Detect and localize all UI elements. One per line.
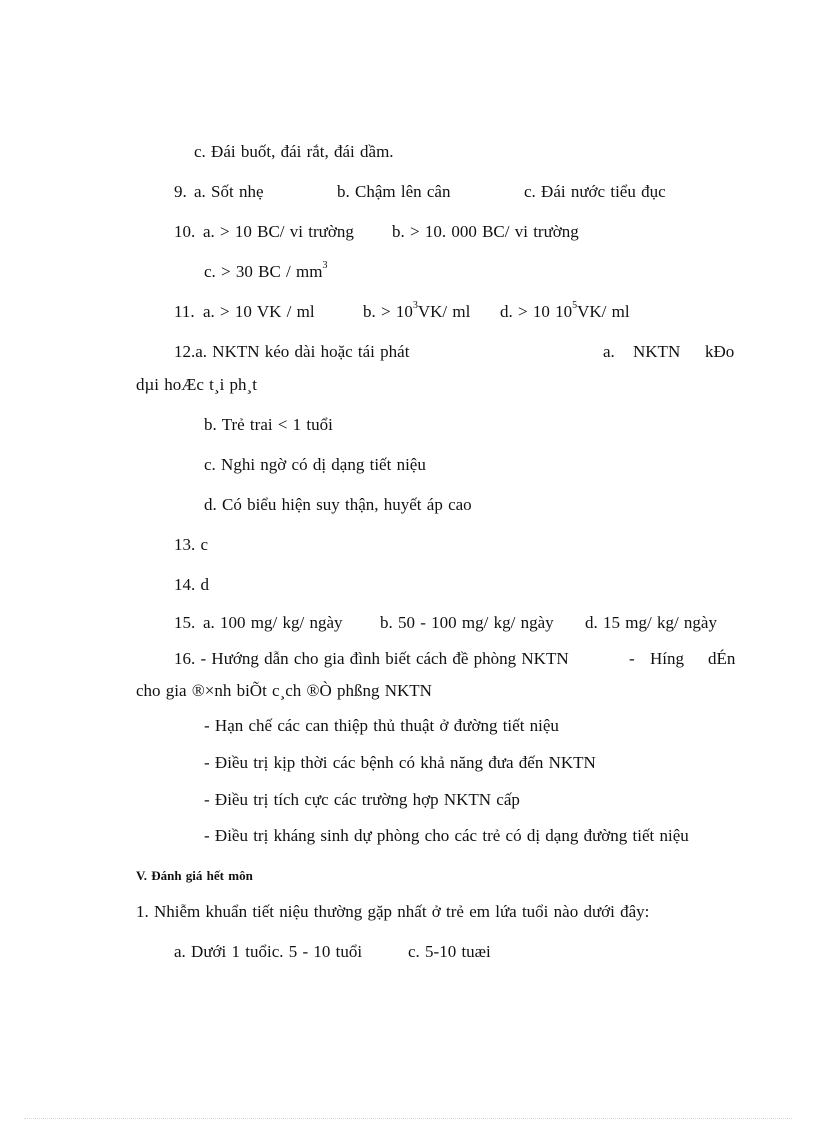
- answer-16-item1: [204, 716, 559, 736]
- text: - Điều trị kháng sinh dự phòng cho các trẻ có dị dạng đường tiết niệu: [204, 826, 689, 845]
- garbled-text: cho gia ®×nh biÕt c¸ch ®Ò phßng NKTN: [136, 681, 432, 700]
- answer-12-line2: [136, 375, 257, 395]
- garbled-text: -: [629, 649, 635, 668]
- section-heading: [136, 866, 253, 886]
- question-number: 15.: [174, 613, 196, 632]
- option-b: [363, 302, 470, 322]
- option-a: a. Dưới 1 tuổic. 5 - 10 tuổi: [174, 942, 363, 961]
- option-d: d. 15 mg/ kg/ ngày: [585, 613, 717, 632]
- answer-15: [174, 613, 717, 633]
- text: 13. c: [174, 535, 209, 554]
- text: 16. - Hướng dẫn cho gia đình biết cách đề phòng NKTN: [174, 649, 569, 668]
- answer-12-c: [204, 455, 426, 475]
- text: - Hạn chế các can thiệp thủ thuật ở đường tiết niệu: [204, 716, 559, 735]
- answer-16-line1: [174, 649, 736, 669]
- answer-14: [174, 575, 209, 595]
- question-number: 11.: [174, 302, 195, 321]
- text: 1. Nhiễm khuẩn tiết niệu thường gặp nhất ở trẻ em lứa tuổi nào dưới đây:: [136, 902, 650, 921]
- option-d-text: d. > 10 10: [500, 302, 573, 321]
- question-number: 9.: [174, 182, 187, 201]
- final-question-1: [136, 902, 649, 922]
- question-number: 10.: [174, 222, 196, 241]
- text: c. Nghi ngờ có dị dạng tiết niệu: [204, 455, 426, 474]
- text: 12.a. NKTN kéo dài hoặc tái phát: [174, 342, 410, 361]
- answer-12-b: [204, 415, 333, 435]
- option-b: b. Chậm lên cân: [337, 182, 451, 201]
- answer-10-c: [204, 262, 327, 282]
- option-d: [500, 302, 630, 322]
- option-a: a. Sốt nhẹ: [194, 182, 264, 201]
- garbled-text: dÉn: [708, 649, 736, 668]
- option-c: c. 5-10 tuæi: [408, 942, 491, 961]
- text: d. Có biểu hiện suy thận, huyết áp cao: [204, 495, 472, 514]
- garbled-text: kÐo: [705, 342, 735, 361]
- garbled-text: a.: [603, 342, 615, 361]
- superscript: 3: [322, 260, 328, 272]
- text: c. Đái buốt, đái rắt, đái dầm.: [194, 142, 394, 161]
- option-c: c. > 30 BC / mm: [204, 262, 323, 281]
- garbled-text: Híng: [650, 649, 684, 668]
- text: - Điều trị tích cực các trường hợp NKTN cấp: [204, 790, 520, 809]
- page-bottom-rule: [24, 1118, 792, 1119]
- option-a: a. 100 mg/ kg/ ngày: [203, 613, 343, 632]
- answer-11: [174, 300, 630, 322]
- answer-9: [174, 182, 666, 202]
- answer-12-line1: [174, 342, 735, 362]
- answer-16-item2: [204, 753, 596, 773]
- superscript: 5: [572, 300, 578, 312]
- answer-16-item3: [204, 790, 520, 810]
- answer-12-d: [204, 495, 472, 515]
- text: 14. d: [174, 575, 209, 594]
- superscript: 3: [412, 300, 418, 312]
- text: V. Đánh giá hết môn: [136, 868, 253, 883]
- option-d-unit: VK/ ml: [577, 302, 630, 321]
- text: - Điều trị kịp thời các bệnh có khả năng đưa đến NKTN: [204, 753, 596, 772]
- answer-16-line2: [136, 681, 432, 701]
- option-b: b. 50 - 100 mg/ kg/ ngày: [380, 613, 554, 632]
- option-c: c. Đái nước tiểu đục: [524, 182, 666, 201]
- text: b. Trẻ trai < 1 tuổi: [204, 415, 333, 434]
- option-b-unit: VK/ ml: [417, 302, 471, 321]
- final-question-1-options: [174, 942, 491, 962]
- answer-10: [174, 222, 579, 242]
- answer-13: [174, 535, 208, 555]
- option-b-text: b. > 10: [363, 302, 413, 321]
- garbled-text: dµi hoÆc t¸i ph¸t: [136, 375, 257, 394]
- garbled-text: NKTN: [633, 342, 681, 361]
- answer-line-c-dai-buot: [194, 142, 394, 162]
- option-b: b. > 10. 000 BC/ vi trường: [392, 222, 579, 241]
- option-a: a. > 10 BC/ vi trường: [203, 222, 354, 241]
- answer-16-item4: [204, 826, 689, 846]
- option-a: a. > 10 VK / ml: [203, 302, 315, 321]
